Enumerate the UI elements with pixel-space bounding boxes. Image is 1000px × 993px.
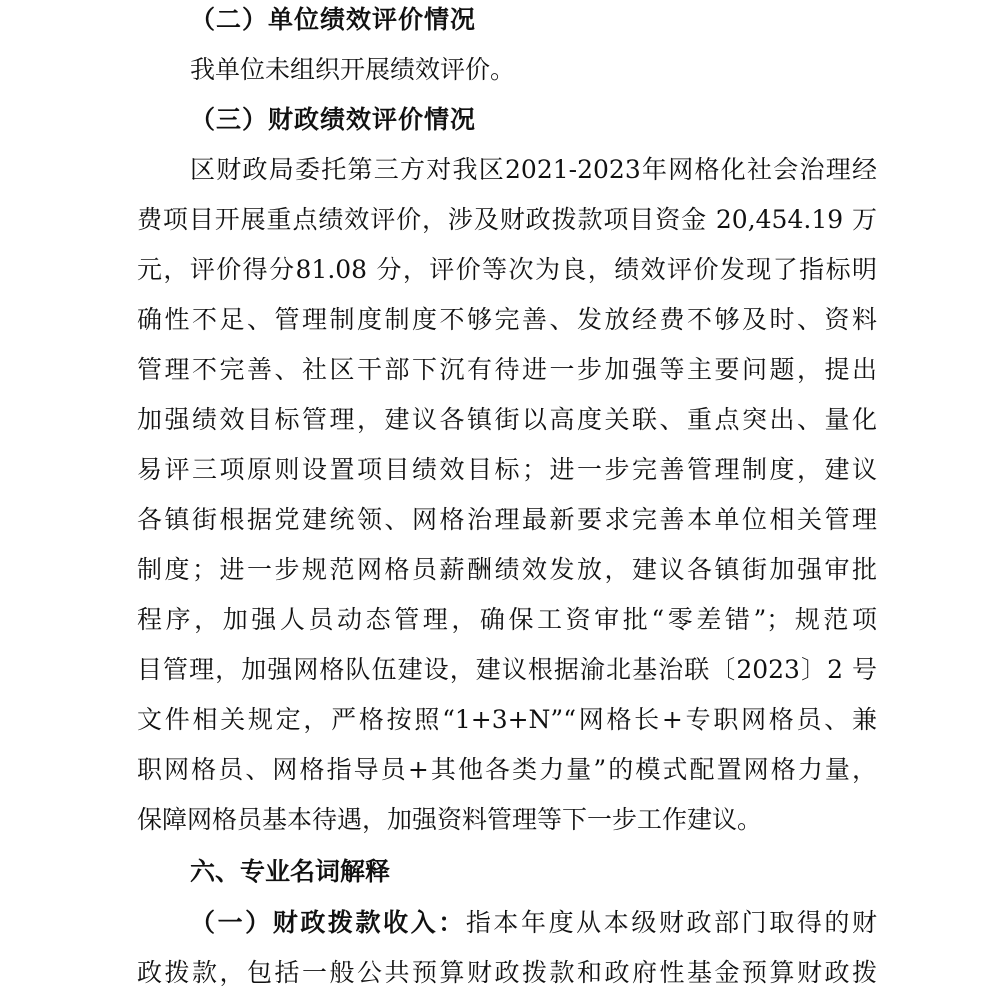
paragraph-line: 目管理，加强网格队伍建设，建议根据渝北基治联〔2023〕2 号 xyxy=(137,655,877,684)
term-one-continuation: 政拨款，包括一般公共预算财政拨款和政府性基金预算财政拨 xyxy=(137,958,877,987)
paragraph-line: 程序，加强人员动态管理，确保工资审批“零差错”；规范项 xyxy=(137,605,877,634)
paragraph-line: 确性不足、管理制度制度不够完善、发放经费不够及时、资料 xyxy=(137,305,877,334)
term-one-label: （一）财政拨款收入： xyxy=(190,908,466,937)
paragraph-line: 各镇街根据党建统领、网格治理最新要求完善本单位相关管理 xyxy=(137,505,877,534)
term-one-line xyxy=(190,903,877,943)
paragraph-line: 元，评价得分81.08 分，评价等次为良，绩效评价发现了指标明 xyxy=(137,255,877,284)
section-six-heading: 六、专业名词解释 xyxy=(190,857,391,886)
paragraph-line: 费项目开展重点绩效评价，涉及财政拨款项目资金 20,454.19 万 xyxy=(137,205,877,234)
paragraph-unit-evaluation: 我单位未组织开展绩效评价。 xyxy=(190,55,516,84)
subheading-unit-evaluation: （二）单位绩效评价情况 xyxy=(190,5,477,34)
paragraph-line: 管理不完善、社区干部下沉有待进一步加强等主要问题，提出 xyxy=(137,355,877,384)
paragraph-line: 加强绩效目标管理，建议各镇街以高度关联、重点突出、量化 xyxy=(137,405,877,434)
subheading-fiscal-evaluation: （三）财政绩效评价情况 xyxy=(190,105,477,134)
paragraph-line: 保障网格员基本待遇，加强资料管理等下一步工作建议。 xyxy=(137,805,763,834)
paragraph-line: 文件相关规定，严格按照“1+3+N”“网格长+专职网格员、兼 xyxy=(137,705,877,734)
term-one-text: 指本年度从本级财政部门取得的财 xyxy=(465,908,877,937)
paragraph-line: 制度；进一步规范网格员薪酬绩效发放，建议各镇街加强审批 xyxy=(137,555,877,584)
paragraph-line: 区财政局委托第三方对我区2021-2023年网格化社会治理经 xyxy=(190,155,877,184)
paragraph-line: 职网格员、网格指导员+其他各类力量”的模式配置网格力量， xyxy=(137,755,877,784)
paragraph-line: 易评三项原则设置项目绩效目标；进一步完善管理制度，建议 xyxy=(137,455,877,484)
